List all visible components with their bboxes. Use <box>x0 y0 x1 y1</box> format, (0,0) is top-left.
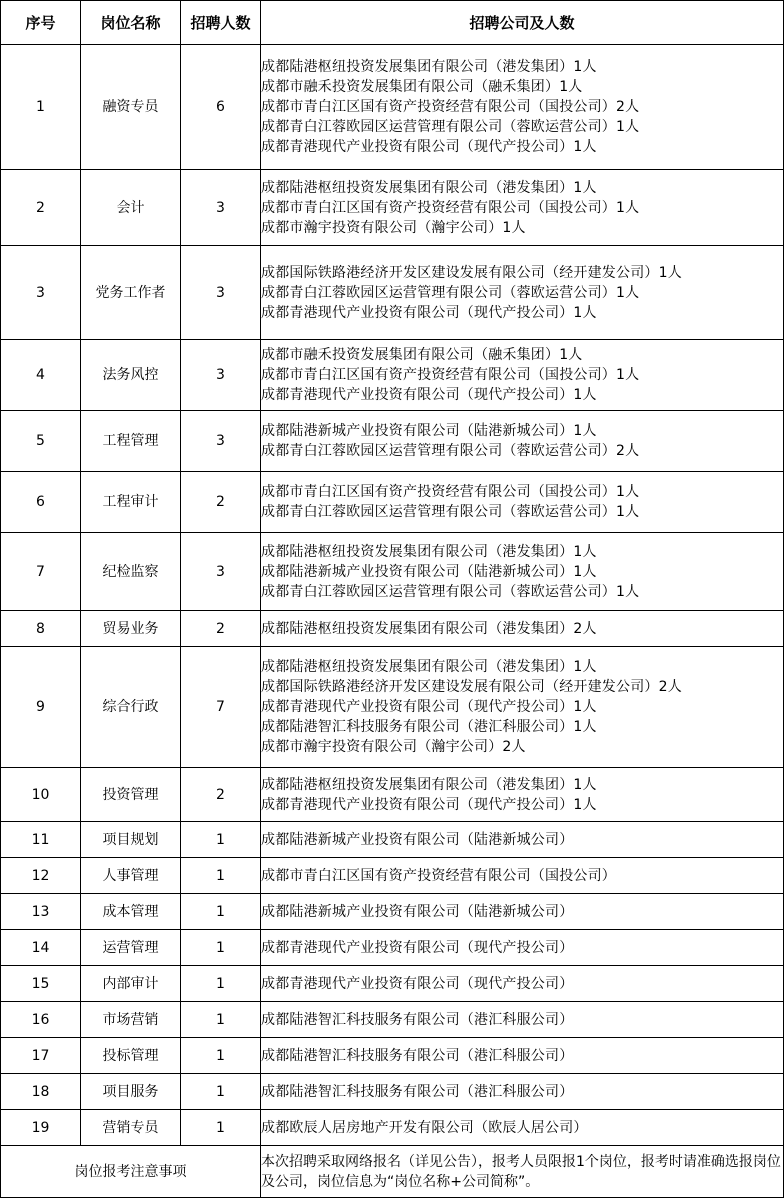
row-position: 贸易业务 <box>81 611 181 647</box>
row-position: 市场营销 <box>81 1002 181 1038</box>
company-line: 成都青港现代产业投资有限公司（现代产投公司） <box>261 975 574 992</box>
row-seq: 8 <box>1 611 81 647</box>
row-companies <box>261 170 784 246</box>
row-companies <box>261 246 784 340</box>
row-companies <box>261 966 784 1002</box>
row-position: 工程管理 <box>81 411 181 472</box>
row-companies <box>261 858 784 894</box>
row-seq: 1 <box>1 45 81 170</box>
header-count: 招聘人数 <box>181 1 261 45</box>
company-line: 成都陆港枢纽投资发展集团有限公司（港发集团）1人 <box>261 543 597 560</box>
header-companies: 招聘公司及人数 <box>261 1 784 45</box>
row-count: 1 <box>181 1110 261 1146</box>
row-count: 1 <box>181 822 261 858</box>
company-line: 成都青港现代产业投资有限公司（现代产投公司）1人 <box>261 387 597 403</box>
table-row <box>1 930 784 966</box>
row-position: 内部审计 <box>81 966 181 1002</box>
row-count: 7 <box>181 647 261 768</box>
row-companies <box>261 411 784 472</box>
table-row <box>1 647 784 768</box>
company-line: 成都市青白江区国有资产投资经营有限公司（国投公司）1人 <box>261 367 640 383</box>
row-position: 会计 <box>81 170 181 246</box>
row-count: 1 <box>181 966 261 1002</box>
notes-label: 岗位报考注意事项 <box>1 1146 261 1198</box>
row-count: 3 <box>181 411 261 472</box>
row-companies <box>261 822 784 858</box>
table-row <box>1 45 784 170</box>
row-position: 人事管理 <box>81 858 181 894</box>
company-line: 成都国际铁路港经济开发区建设发展有限公司（经开建发公司）1人 <box>261 264 682 281</box>
table-row <box>1 1110 784 1146</box>
company-line: 成都市融禾投资发展集团有限公司（融禾集团）1人 <box>261 79 583 95</box>
row-companies <box>261 768 784 822</box>
row-position: 融资专员 <box>81 45 181 170</box>
row-seq: 15 <box>1 966 81 1002</box>
company-line: 成都青白江蓉欧园区运营管理有限公司（蓉欧运营公司）1人 <box>261 119 640 135</box>
row-count: 1 <box>181 894 261 930</box>
row-companies <box>261 1038 784 1074</box>
row-seq: 4 <box>1 340 81 411</box>
row-seq: 5 <box>1 411 81 472</box>
company-line: 成都陆港智汇科技服务有限公司（港汇科服公司） <box>261 1011 574 1028</box>
company-line: 成都市青白江区国有资产投资经营有限公司（国投公司）1人 <box>261 199 640 216</box>
table-row <box>1 768 784 822</box>
row-position: 纪检监察 <box>81 533 181 611</box>
table-row <box>1 170 784 246</box>
table-body <box>1 45 784 1146</box>
company-line: 成都市瀚宇投资有限公司（瀚宇公司）1人 <box>261 219 526 236</box>
table-row <box>1 411 784 472</box>
company-line: 成都青港现代产业投资有限公司（现代产投公司） <box>261 939 574 956</box>
company-line: 成都市青白江区国有资产投资经营有限公司（国投公司） <box>261 867 616 884</box>
row-seq: 2 <box>1 170 81 246</box>
row-seq: 13 <box>1 894 81 930</box>
row-seq: 17 <box>1 1038 81 1074</box>
row-companies <box>261 647 784 768</box>
row-companies <box>261 1002 784 1038</box>
table-row <box>1 1002 784 1038</box>
company-line: 成都青白江蓉欧园区运营管理有限公司（蓉欧运营公司）1人 <box>261 504 640 520</box>
row-seq: 7 <box>1 533 81 611</box>
row-seq: 18 <box>1 1074 81 1110</box>
company-line: 成都青白江蓉欧园区运营管理有限公司（蓉欧运营公司）1人 <box>261 583 640 600</box>
row-position: 运营管理 <box>81 930 181 966</box>
table-row <box>1 472 784 533</box>
row-companies <box>261 340 784 411</box>
company-line: 成都青白江蓉欧园区运营管理有限公司（蓉欧运营公司）1人 <box>261 284 640 301</box>
table-row <box>1 822 784 858</box>
company-line: 成都陆港新城产业投资有限公司（陆港新城公司） <box>261 903 574 920</box>
company-line: 成都市青白江区国有资产投资经营有限公司（国投公司）2人 <box>261 99 640 115</box>
row-companies <box>261 472 784 533</box>
row-companies <box>261 1074 784 1110</box>
notes-text: 本次招聘采取网络报名（详见公告），报考人员限报1个岗位，报考时请准确选报岗位及公司，岗位信息为“岗位名称+公司简称”。 <box>261 1146 784 1198</box>
row-count: 2 <box>181 768 261 822</box>
notes-row <box>1 1146 784 1198</box>
company-line: 成都欧辰人居房地产开发有限公司（欧辰人居公司） <box>261 1119 588 1136</box>
company-line: 成都陆港枢纽投资发展集团有限公司（港发集团）1人 <box>261 179 597 196</box>
row-companies <box>261 930 784 966</box>
row-position: 营销专员 <box>81 1110 181 1146</box>
row-seq: 12 <box>1 858 81 894</box>
company-line: 成都青港现代产业投资有限公司（现代产投公司）1人 <box>261 699 597 715</box>
table-row <box>1 340 784 411</box>
row-count: 3 <box>181 246 261 340</box>
row-seq: 14 <box>1 930 81 966</box>
row-position: 成本管理 <box>81 894 181 930</box>
table-row <box>1 1038 784 1074</box>
company-line: 成都陆港新城产业投资有限公司（陆港新城公司） <box>261 831 574 848</box>
row-position: 党务工作者 <box>81 246 181 340</box>
row-companies <box>261 894 784 930</box>
row-count: 1 <box>181 1038 261 1074</box>
row-count: 3 <box>181 340 261 411</box>
table-row <box>1 1074 784 1110</box>
row-seq: 3 <box>1 246 81 340</box>
row-position: 工程审计 <box>81 472 181 533</box>
row-position: 项目规划 <box>81 822 181 858</box>
row-count: 3 <box>181 533 261 611</box>
company-line: 成都青港现代产业投资有限公司（现代产投公司）1人 <box>261 139 597 155</box>
row-position: 投标管理 <box>81 1038 181 1074</box>
company-line: 成都陆港新城产业投资有限公司（陆港新城公司）1人 <box>261 423 597 439</box>
row-companies <box>261 533 784 611</box>
row-seq: 10 <box>1 768 81 822</box>
table-row <box>1 966 784 1002</box>
company-line: 成都陆港枢纽投资发展集团有限公司（港发集团）1人 <box>261 59 597 75</box>
table-row <box>1 894 784 930</box>
row-companies <box>261 45 784 170</box>
row-seq: 11 <box>1 822 81 858</box>
company-line: 成都陆港枢纽投资发展集团有限公司（港发集团）1人 <box>261 776 597 793</box>
row-count: 2 <box>181 472 261 533</box>
row-seq: 19 <box>1 1110 81 1146</box>
row-seq: 9 <box>1 647 81 768</box>
company-line: 成都青白江蓉欧园区运营管理有限公司（蓉欧运营公司）2人 <box>261 443 640 459</box>
row-seq: 16 <box>1 1002 81 1038</box>
row-count: 2 <box>181 611 261 647</box>
company-line: 成都陆港枢纽投资发展集团有限公司（港发集团）2人 <box>261 620 597 637</box>
row-count: 1 <box>181 1074 261 1110</box>
row-position: 法务风控 <box>81 340 181 411</box>
row-count: 1 <box>181 930 261 966</box>
header-seq: 序号 <box>1 1 81 45</box>
row-position: 项目服务 <box>81 1074 181 1110</box>
row-seq: 6 <box>1 472 81 533</box>
company-line: 成都青港现代产业投资有限公司（现代产投公司）1人 <box>261 796 597 813</box>
company-line: 成都市青白江区国有资产投资经营有限公司（国投公司）1人 <box>261 484 640 500</box>
row-count: 6 <box>181 45 261 170</box>
table-row <box>1 858 784 894</box>
company-line: 成都陆港智汇科技服务有限公司（港汇科服公司）1人 <box>261 719 597 735</box>
header-position: 岗位名称 <box>81 1 181 45</box>
company-line: 成都陆港智汇科技服务有限公司（港汇科服公司） <box>261 1083 574 1100</box>
row-count: 1 <box>181 1002 261 1038</box>
row-position: 综合行政 <box>81 647 181 768</box>
row-companies <box>261 611 784 647</box>
row-companies <box>261 1110 784 1146</box>
row-count: 1 <box>181 858 261 894</box>
row-count: 3 <box>181 170 261 246</box>
header-row <box>1 1 784 45</box>
company-line: 成都市融禾投资发展集团有限公司（融禾集团）1人 <box>261 347 583 363</box>
company-line: 成都市瀚宇投资有限公司（瀚宇公司）2人 <box>261 739 526 755</box>
table-row <box>1 533 784 611</box>
table-row <box>1 611 784 647</box>
company-line: 成都青港现代产业投资有限公司（现代产投公司）1人 <box>261 304 597 321</box>
row-position: 投资管理 <box>81 768 181 822</box>
company-line: 成都国际铁路港经济开发区建设发展有限公司（经开建发公司）2人 <box>261 679 682 695</box>
table-row <box>1 246 784 340</box>
company-line: 成都陆港枢纽投资发展集团有限公司（港发集团）1人 <box>261 659 597 675</box>
company-line: 成都陆港智汇科技服务有限公司（港汇科服公司） <box>261 1047 574 1064</box>
company-line: 成都陆港新城产业投资有限公司（陆港新城公司）1人 <box>261 563 597 580</box>
